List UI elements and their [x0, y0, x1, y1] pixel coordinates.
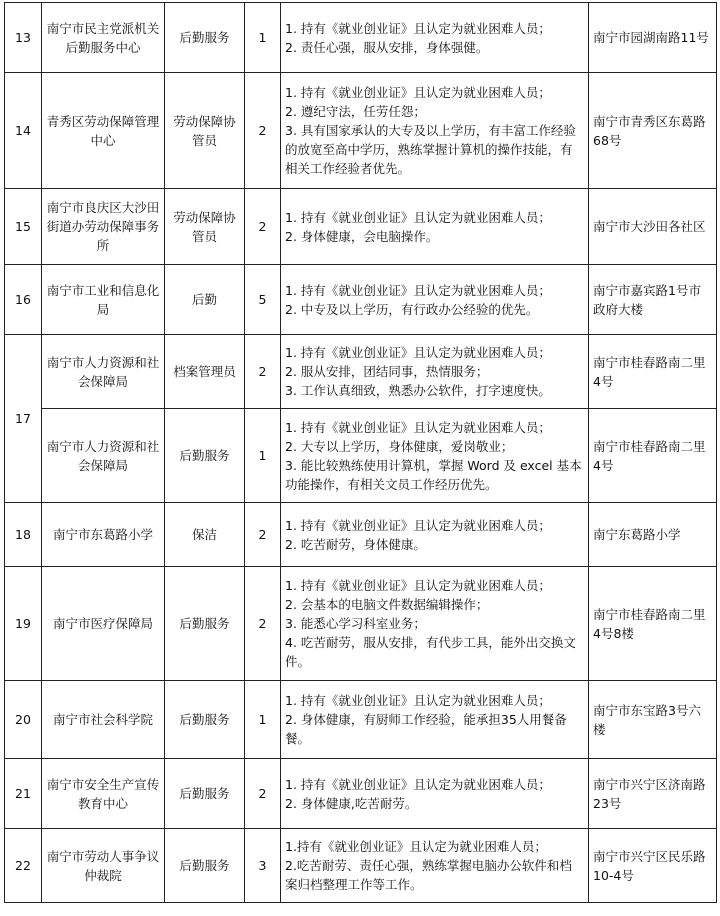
requirement-line: 3. 工作认真细致，熟悉办公软件，打字速度快。 — [285, 383, 551, 398]
requirement-line: 1. 持有《就业创业证》且认定为就业困难人员； — [285, 419, 551, 435]
work-address: 南宁市桂春路南二里4号8楼 — [589, 567, 717, 681]
row-number: 15 — [5, 189, 42, 265]
requirements-cell — [281, 681, 589, 759]
requirements-cell — [281, 73, 589, 189]
employer-name: 南宁市医疗保障局 — [42, 567, 165, 681]
position-title: 后勤 — [165, 265, 245, 335]
employer-name: 南宁市人力资源和社会保障局 — [42, 409, 165, 503]
requirements-cell — [281, 503, 589, 567]
requirement-line: 2. 身体健康，会电脑操作。 — [285, 228, 439, 244]
row-number: 18 — [5, 503, 42, 567]
requirement-line: 2. 身体健康，有厨师工作经验，能承担35人用餐备餐。 — [285, 712, 567, 746]
requirement-line: 3. 具有国家承认的大专及以上学历，有丰富工作经验的放宽至高中学历，熟练掌握计算机的操作技能，有相关工作经验者优先。 — [285, 123, 576, 176]
work-address: 南宁市园湖南路11号 — [589, 3, 717, 73]
job-listing-table — [4, 2, 717, 903]
requirements-cell — [281, 567, 589, 681]
requirement-line: 1. 持有《就业创业证》且认定为就业困难人员； — [285, 85, 551, 100]
position-title: 后勤服务 — [165, 567, 245, 681]
requirement-line: 1. 持有《就业创业证》且认定为就业困难人员； — [285, 776, 551, 792]
requirement-line: 2. 大专以上学历，身体健康，爱岗敬业； — [285, 438, 514, 454]
position-title: 后勤服务 — [165, 681, 245, 759]
work-address: 南宁市东宝路3号六楼 — [589, 681, 717, 759]
requirement-line: 1. 持有《就业创业证》且认定为就业困难人员； — [285, 345, 551, 360]
work-address: 南宁市嘉宾路1号市政府大楼 — [589, 265, 717, 335]
row-number: 13 — [5, 3, 42, 73]
work-address: 南宁市桂春路南二里4号 — [589, 335, 717, 409]
requirement-line: 2. 会基本的电脑文件数据编辑操作； — [285, 597, 489, 612]
headcount: 5 — [245, 265, 281, 335]
position-title: 后勤服务 — [165, 829, 245, 903]
requirement-line: 3. 能比较熟练使用计算机，掌握 Word 及 excel 基本功能操作，有相关文员工作经历优先。 — [285, 457, 582, 492]
employer-name: 南宁市工业和信息化局 — [42, 265, 165, 335]
requirement-line: 3. 能悉心学习科室业务； — [285, 616, 426, 631]
position-title: 保洁 — [165, 503, 245, 567]
requirements-cell — [281, 265, 589, 335]
requirement-line: 1. 持有《就业创业证》且认定为就业困难人员； — [285, 693, 551, 708]
row-number: 19 — [5, 567, 42, 681]
position-title: 后勤服务 — [165, 759, 245, 829]
requirement-line: 1. 持有《就业创业证》且认定为就业困难人员； — [285, 20, 551, 36]
table-row — [5, 503, 717, 567]
requirement-line: 2. 遵纪守法，任劳任怨； — [285, 104, 426, 119]
table-row — [5, 681, 717, 759]
row-number: 22 — [5, 829, 42, 903]
work-address: 南宁市青秀区东葛路68号 — [589, 73, 717, 189]
employer-name: 南宁市劳动人事争议仲裁院 — [42, 829, 165, 903]
work-address: 南宁市桂春路南二里4号 — [589, 409, 717, 503]
row-number: 16 — [5, 265, 42, 335]
employer-name: 南宁市安全生产宣传教育中心 — [42, 759, 165, 829]
requirement-line: 1. 持有《就业创业证》且认定为就业困难人员； — [285, 282, 551, 298]
table-row — [5, 759, 717, 829]
table-row — [5, 829, 717, 903]
table-row — [5, 409, 717, 503]
position-title: 劳动保障协管员 — [165, 73, 245, 189]
headcount: 1 — [245, 409, 281, 503]
position-title: 劳动保障协管员 — [165, 189, 245, 265]
requirement-line: 1. 持有《就业创业证》且认定为就业困难人员； — [285, 517, 551, 533]
requirements-cell — [281, 409, 589, 503]
row-number: 21 — [5, 759, 42, 829]
employer-name: 南宁市良庆区大沙田街道办劳动保障事务所 — [42, 189, 165, 265]
work-address: 南宁市兴宁区济南路23号 — [589, 759, 717, 829]
requirement-line: 1.持有《就业创业证》且认定为就业困难人员； — [285, 839, 547, 854]
work-address: 南宁东葛路小学 — [589, 503, 717, 567]
requirements-cell — [281, 829, 589, 903]
requirements-cell — [281, 335, 589, 409]
headcount: 3 — [245, 829, 281, 903]
requirements-cell — [281, 759, 589, 829]
work-address: 南宁市兴宁区民乐路10-4号 — [589, 829, 717, 903]
requirement-line: 4. 吃苦耐劳，服从安排，有代步工具，能外出交换文件。 — [285, 635, 576, 669]
employer-name: 南宁市社会科学院 — [42, 681, 165, 759]
requirement-line: 2. 责任心强，服从安排，身体强健。 — [285, 39, 489, 55]
position-title: 档案管理员 — [165, 335, 245, 409]
headcount: 1 — [245, 681, 281, 759]
employer-name: 南宁市人力资源和社会保障局 — [42, 335, 165, 409]
requirements-cell — [281, 3, 589, 73]
row-number: 20 — [5, 681, 42, 759]
work-address: 南宁市大沙田各社区 — [589, 189, 717, 265]
row-number: 14 — [5, 73, 42, 189]
headcount: 1 — [245, 3, 281, 73]
table-row — [5, 335, 717, 409]
requirement-line: 2. 吃苦耐劳，身体健康。 — [285, 536, 426, 552]
requirement-line: 2. 服从安排，团结同事，热情服务； — [285, 364, 489, 379]
requirement-line: 1. 持有《就业创业证》且认定为就业困难人员； — [285, 578, 551, 593]
employer-name: 南宁市民主党派机关后勤服务中心 — [42, 3, 165, 73]
table-row — [5, 567, 717, 681]
headcount: 2 — [245, 73, 281, 189]
requirement-line: 2. 身体健康,吃苦耐劳。 — [285, 795, 418, 811]
position-title: 后勤服务 — [165, 409, 245, 503]
position-title: 后勤服务 — [165, 3, 245, 73]
headcount: 2 — [245, 335, 281, 409]
employer-name: 青秀区劳动保障管理中心 — [42, 73, 165, 189]
headcount: 2 — [245, 503, 281, 567]
table-row — [5, 189, 717, 265]
requirement-line: 1. 持有《就业创业证》且认定为就业困难人员； — [285, 209, 551, 225]
headcount: 2 — [245, 567, 281, 681]
table-row — [5, 265, 717, 335]
headcount: 2 — [245, 189, 281, 265]
requirements-cell — [281, 189, 589, 265]
employer-name: 南宁市东葛路小学 — [42, 503, 165, 567]
row-number: 17 — [5, 335, 42, 503]
requirement-line: 2.吃苦耐劳、责任心强，熟练掌握电脑办公软件和档案归档整理工作等工作。 — [285, 858, 572, 892]
table-row — [5, 3, 717, 73]
table-row — [5, 73, 717, 189]
headcount: 2 — [245, 759, 281, 829]
requirement-line: 2. 中专及以上学历，有行政办公经验的优先。 — [285, 301, 539, 317]
